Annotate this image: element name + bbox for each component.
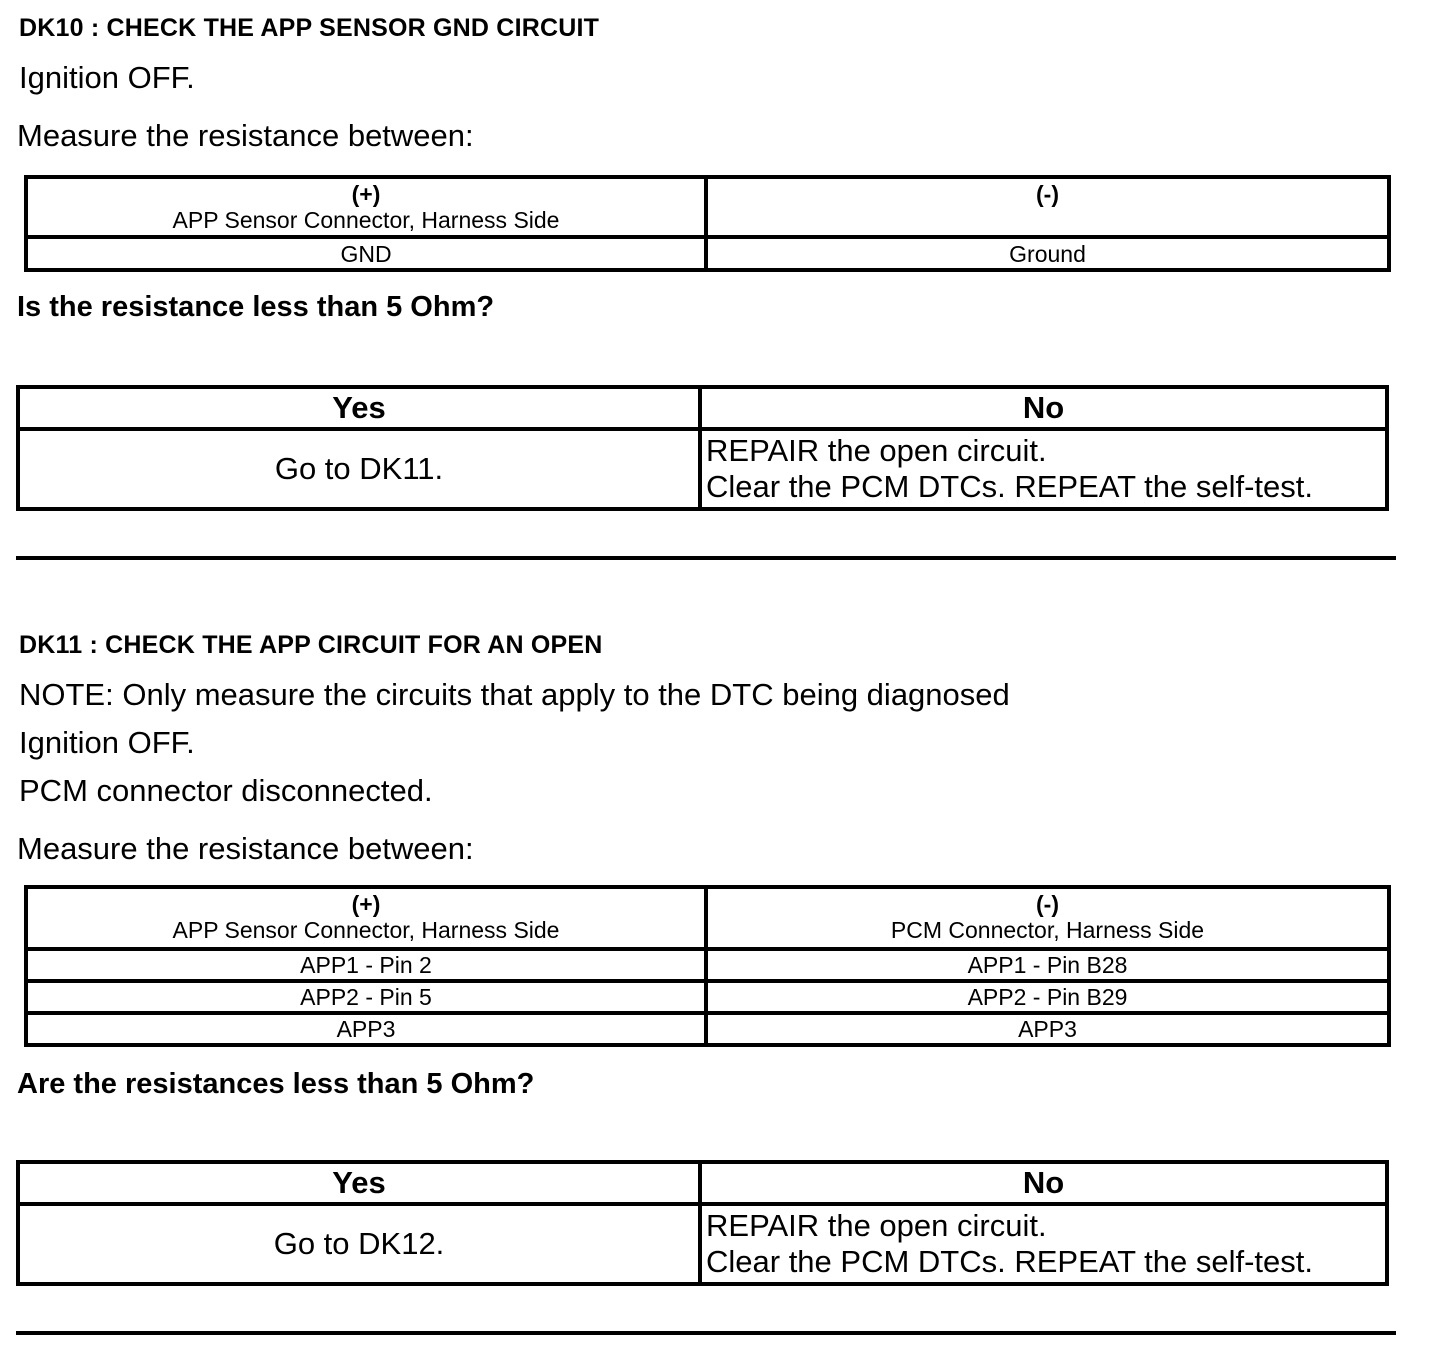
table-row [26,981,1389,1013]
table-row [26,237,1389,270]
dk11-minus-cell: APP2 - Pin B29 [706,981,1389,1013]
minus-sign: (-) [1036,891,1059,917]
table-row [26,949,1389,981]
minus-sign: (-) [1036,181,1059,207]
dk11-title: DK11 : CHECK THE APP CIRCUIT FOR AN OPEN [19,631,603,659]
dk11-plus-cell: APP3 [26,1013,706,1045]
dk10-measure-instruction: Measure the resistance between: [17,118,474,153]
dk10-yes-header: Yes [18,387,700,429]
dk11-note: NOTE: Only measure the circuits that apply to the DTC being diagnosed [19,677,1010,712]
no-action-line: REPAIR the open circuit. [706,1208,1047,1243]
dk10-ignition-off: Ignition OFF. [19,60,195,95]
dk10-no-header: No [700,387,1387,429]
dk10-no-action [700,429,1387,509]
table-row [26,1013,1389,1045]
dk11-minus-cell: APP3 [706,1013,1389,1045]
no-action-line: Clear the PCM DTCs. REPEAT the self-test. [706,469,1313,504]
dk11-no-action [700,1204,1387,1284]
plus-sign: (+) [351,891,381,917]
dk10-measure-table [24,175,1391,272]
dk10-plus-cell: GND [26,237,706,270]
dk10-question: Is the resistance less than 5 Ohm? [17,291,495,323]
dk11-yes-header: Yes [18,1162,700,1204]
dk11-measure-table [24,885,1391,1047]
dk11-measure-instruction: Measure the resistance between: [17,831,474,866]
dk10-yes-action: Go to DK11. [18,429,700,509]
dk11-yes-action: Go to DK12. [18,1204,700,1284]
no-action-line: Clear the PCM DTCs. REPEAT the self-test. [706,1244,1313,1279]
dk11-question: Are the resistances less than 5 Ohm? [17,1068,535,1100]
dk11-plus-cell: APP1 - Pin 2 [26,949,706,981]
dk10-plus-header [26,177,706,237]
dk11-minus-cell: APP1 - Pin B28 [706,949,1389,981]
plus-connector-label: APP Sensor Connector, Harness Side [172,917,560,943]
dk11-plus-cell: APP2 - Pin 5 [26,981,706,1013]
section-divider [16,1331,1396,1335]
dk11-minus-header [706,887,1389,949]
dk11-no-header: No [700,1162,1387,1204]
plus-sign: (+) [351,181,381,207]
dk11-ignition-off: Ignition OFF. [19,725,195,760]
no-action-line: REPAIR the open circuit. [706,433,1047,468]
dk11-result-table [16,1160,1389,1286]
minus-connector-label: PCM Connector, Harness Side [890,917,1205,943]
section-divider [16,556,1396,560]
plus-connector-label: APP Sensor Connector, Harness Side [172,207,560,233]
dk10-minus-cell: Ground [706,237,1389,270]
dk11-plus-header [26,887,706,949]
dk11-pcm-disconnected: PCM connector disconnected. [19,773,433,808]
dk10-result-table [16,385,1389,511]
dk10-title: DK10 : CHECK THE APP SENSOR GND CIRCUIT [19,14,600,42]
dk10-minus-header [706,177,1389,237]
